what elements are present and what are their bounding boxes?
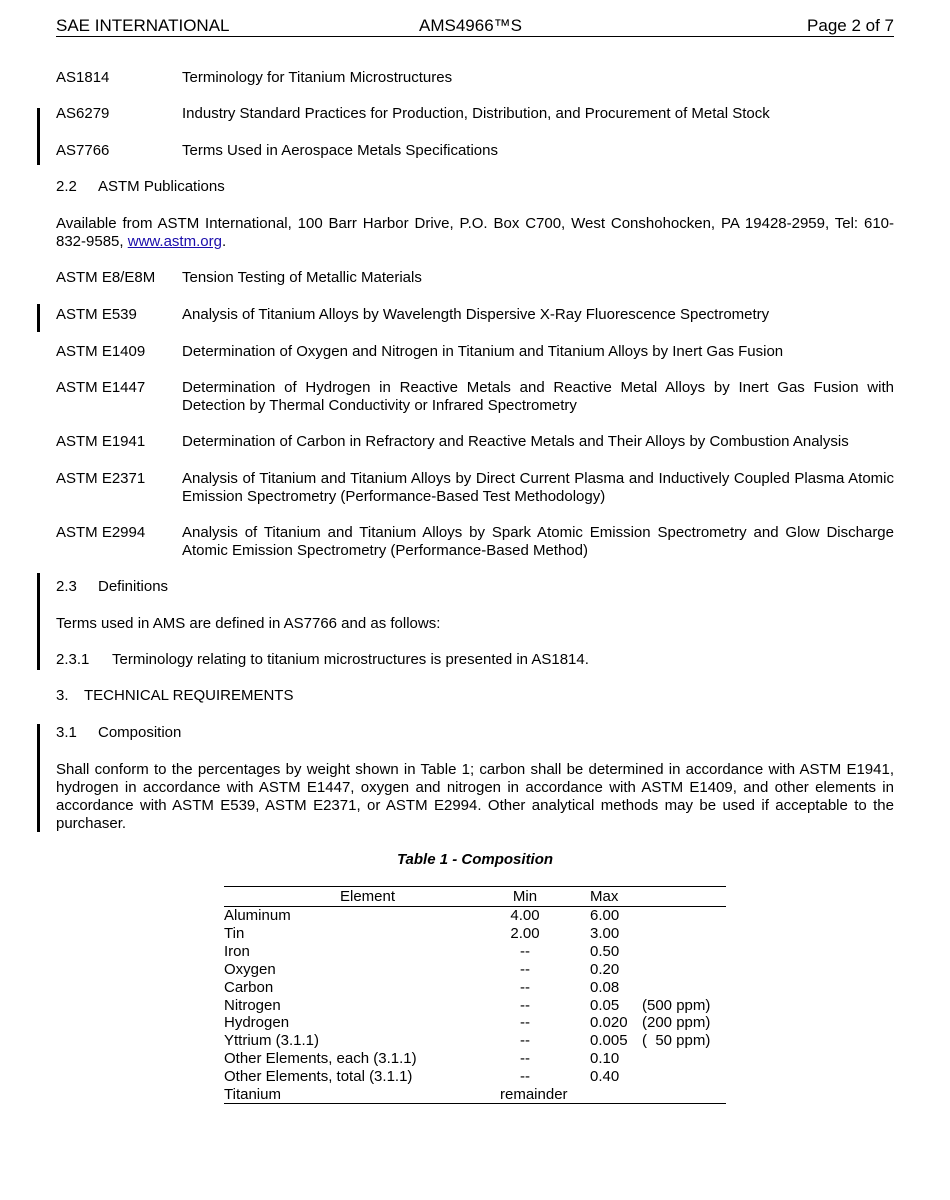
ref-title: Determination of Oxygen and Nitrogen in Titanium and Titanium Alloys by Inert Gas Fusion xyxy=(182,343,784,360)
table-cell-ppm: ( 50 ppm) xyxy=(642,1032,711,1049)
table-cell-element: Nitrogen xyxy=(224,997,281,1014)
table-caption: Table 1 - Composition xyxy=(396,851,554,868)
table-cell-min: -- xyxy=(520,1032,530,1049)
table-cell-max: 0.020 xyxy=(590,1014,628,1031)
table-cell-element: Yttrium (3.1.1) xyxy=(224,1032,320,1049)
table-cell-max: 0.10 xyxy=(590,1050,620,1067)
table-cell-min: 2.00 xyxy=(510,925,540,942)
table-cell-min: 4.00 xyxy=(510,907,540,924)
ref-title: Analysis of Titanium and Titanium Alloys by Spark Atomic Emission Spectrometry and Glow Discharge Atomic Emission Spectrometry (Performance-Based Method) xyxy=(182,524,894,559)
section-title: Composition xyxy=(98,724,182,741)
subsection-text: Terminology relating to titanium microstructures is presented in AS1814. xyxy=(112,651,589,668)
ref-title: Terminology for Titanium Microstructures xyxy=(182,69,453,86)
table-cell-element: Oxygen xyxy=(224,961,276,978)
table-cell-max: 0.08 xyxy=(590,979,620,996)
table-cell-ppm: (200 ppm) xyxy=(642,1014,711,1031)
ref-code: ASTM E2371 xyxy=(56,470,146,487)
composition-paragraph: Shall conform to the percentages by weight shown in Table 1; carbon shall be determined in accordance with ASTM E1941, hydrogen in accordance with ASTM E1447, oxygen and nitrogen in accordance with ASTM E1409, and other elements in accordance with ASTM E539, ASTM E2371, or ASTM E2994. Other analytical methods may be used if acceptable to the purchaser. xyxy=(56,761,894,832)
ref-title: Tension Testing of Metallic Materials xyxy=(182,269,422,286)
table-header-rule xyxy=(224,906,726,907)
ref-code: ASTM E539 xyxy=(56,306,137,323)
table-cell-element: Carbon xyxy=(224,979,274,996)
ref-title: Industry Standard Practices for Production, Distribution, and Procurement of Metal Stock xyxy=(182,105,770,122)
table-header-element: Element xyxy=(339,888,396,905)
table-cell-min: -- xyxy=(520,943,530,960)
section-number: 3.1 xyxy=(56,724,77,741)
table-bottom-rule xyxy=(224,1103,726,1104)
table-cell-max: 0.20 xyxy=(590,961,620,978)
ref-title: Determination of Carbon in Refractory and Reactive Metals and Their Alloys by Combustion Analysis xyxy=(182,433,849,450)
ref-code: AS6279 xyxy=(56,105,110,122)
definitions-intro: Terms used in AMS are defined in AS7766 and as follows: xyxy=(56,615,441,632)
header-publisher: SAE INTERNATIONAL xyxy=(56,16,230,35)
table-header-max: Max xyxy=(590,888,619,905)
revision-bar xyxy=(37,724,40,832)
table-cell-element: Other Elements, total (3.1.1) xyxy=(224,1068,413,1085)
table-cell-max: 0.005 xyxy=(590,1032,628,1049)
table-top-rule xyxy=(224,886,726,887)
section-number: 3. xyxy=(56,687,69,704)
astm-address-paragraph xyxy=(56,215,894,251)
table-cell-ppm: (500 ppm) xyxy=(642,997,711,1014)
table-cell-element: Hydrogen xyxy=(224,1014,290,1031)
table-cell-element: Other Elements, each (3.1.1) xyxy=(224,1050,417,1067)
table-cell-max: 3.00 xyxy=(590,925,620,942)
ref-code: AS1814 xyxy=(56,69,110,86)
ref-title: Analysis of Titanium and Titanium Alloys by Direct Current Plasma and Inductively Coupled Plasma Atomic Emission Spectrometry (Performance-Based Test Methodology) xyxy=(182,470,894,505)
table-cell-min: -- xyxy=(520,1050,530,1067)
section-title: ASTM Publications xyxy=(98,178,225,195)
table-header-min: Min xyxy=(512,888,538,905)
ref-code: AS7766 xyxy=(56,142,110,159)
astm-address-end: . xyxy=(221,233,227,250)
ref-code: ASTM E1409 xyxy=(56,343,146,360)
section-title: TECHNICAL REQUIREMENTS xyxy=(84,687,294,704)
ref-code: ASTM E2994 xyxy=(56,524,146,541)
table-cell-min: remainder xyxy=(500,1086,568,1103)
ref-code: ASTM E8/E8M xyxy=(56,269,156,286)
section-title: Definitions xyxy=(98,578,169,595)
table-cell-max: 6.00 xyxy=(590,907,620,924)
astm-website-link[interactable]: www.astm.org xyxy=(127,233,222,250)
header-doc-number: AMS4966™S xyxy=(419,16,522,35)
astm-address-text: Available from ASTM International, 100 Barr Harbor Drive, P.O. Box C700, West Conshohocken, PA 19428-2959, Tel: 610-832-9585, xyxy=(56,215,894,250)
table-cell-min: -- xyxy=(520,979,530,996)
revision-bar xyxy=(37,108,40,165)
table-cell-min: -- xyxy=(520,1068,530,1085)
ref-code: ASTM E1447 xyxy=(56,379,146,396)
section-number: 2.3 xyxy=(56,578,77,595)
table-cell-min: -- xyxy=(520,961,530,978)
ref-title: Determination of Hydrogen in Reactive Metals and Reactive Metal Alloys by Inert Gas Fusion with Detection by Thermal Conductivity or Infrared Spectrometry xyxy=(182,379,894,414)
table-cell-element: Aluminum xyxy=(224,907,291,924)
subsection-number: 2.3.1 xyxy=(56,651,90,668)
revision-bar xyxy=(37,304,40,332)
table-cell-max: 0.40 xyxy=(590,1068,620,1085)
ref-code: ASTM E1941 xyxy=(56,433,146,450)
page-header xyxy=(56,15,894,37)
table-cell-element: Titanium xyxy=(224,1086,281,1103)
table-cell-max: 0.50 xyxy=(590,943,620,960)
table-cell-element: Tin xyxy=(224,925,245,942)
table-cell-min: -- xyxy=(520,1014,530,1031)
table-cell-min: -- xyxy=(520,997,530,1014)
header-page-number: Page 2 of 7 xyxy=(807,16,894,35)
revision-bar xyxy=(37,573,40,670)
ref-title: Terms Used in Aerospace Metals Specifications xyxy=(182,142,498,159)
section-number: 2.2 xyxy=(56,178,77,195)
table-cell-max: 0.05 xyxy=(590,997,620,1014)
table-cell-element: Iron xyxy=(224,943,250,960)
ref-title: Analysis of Titanium Alloys by Wavelength Dispersive X-Ray Fluorescence Spectrometry xyxy=(182,306,770,323)
